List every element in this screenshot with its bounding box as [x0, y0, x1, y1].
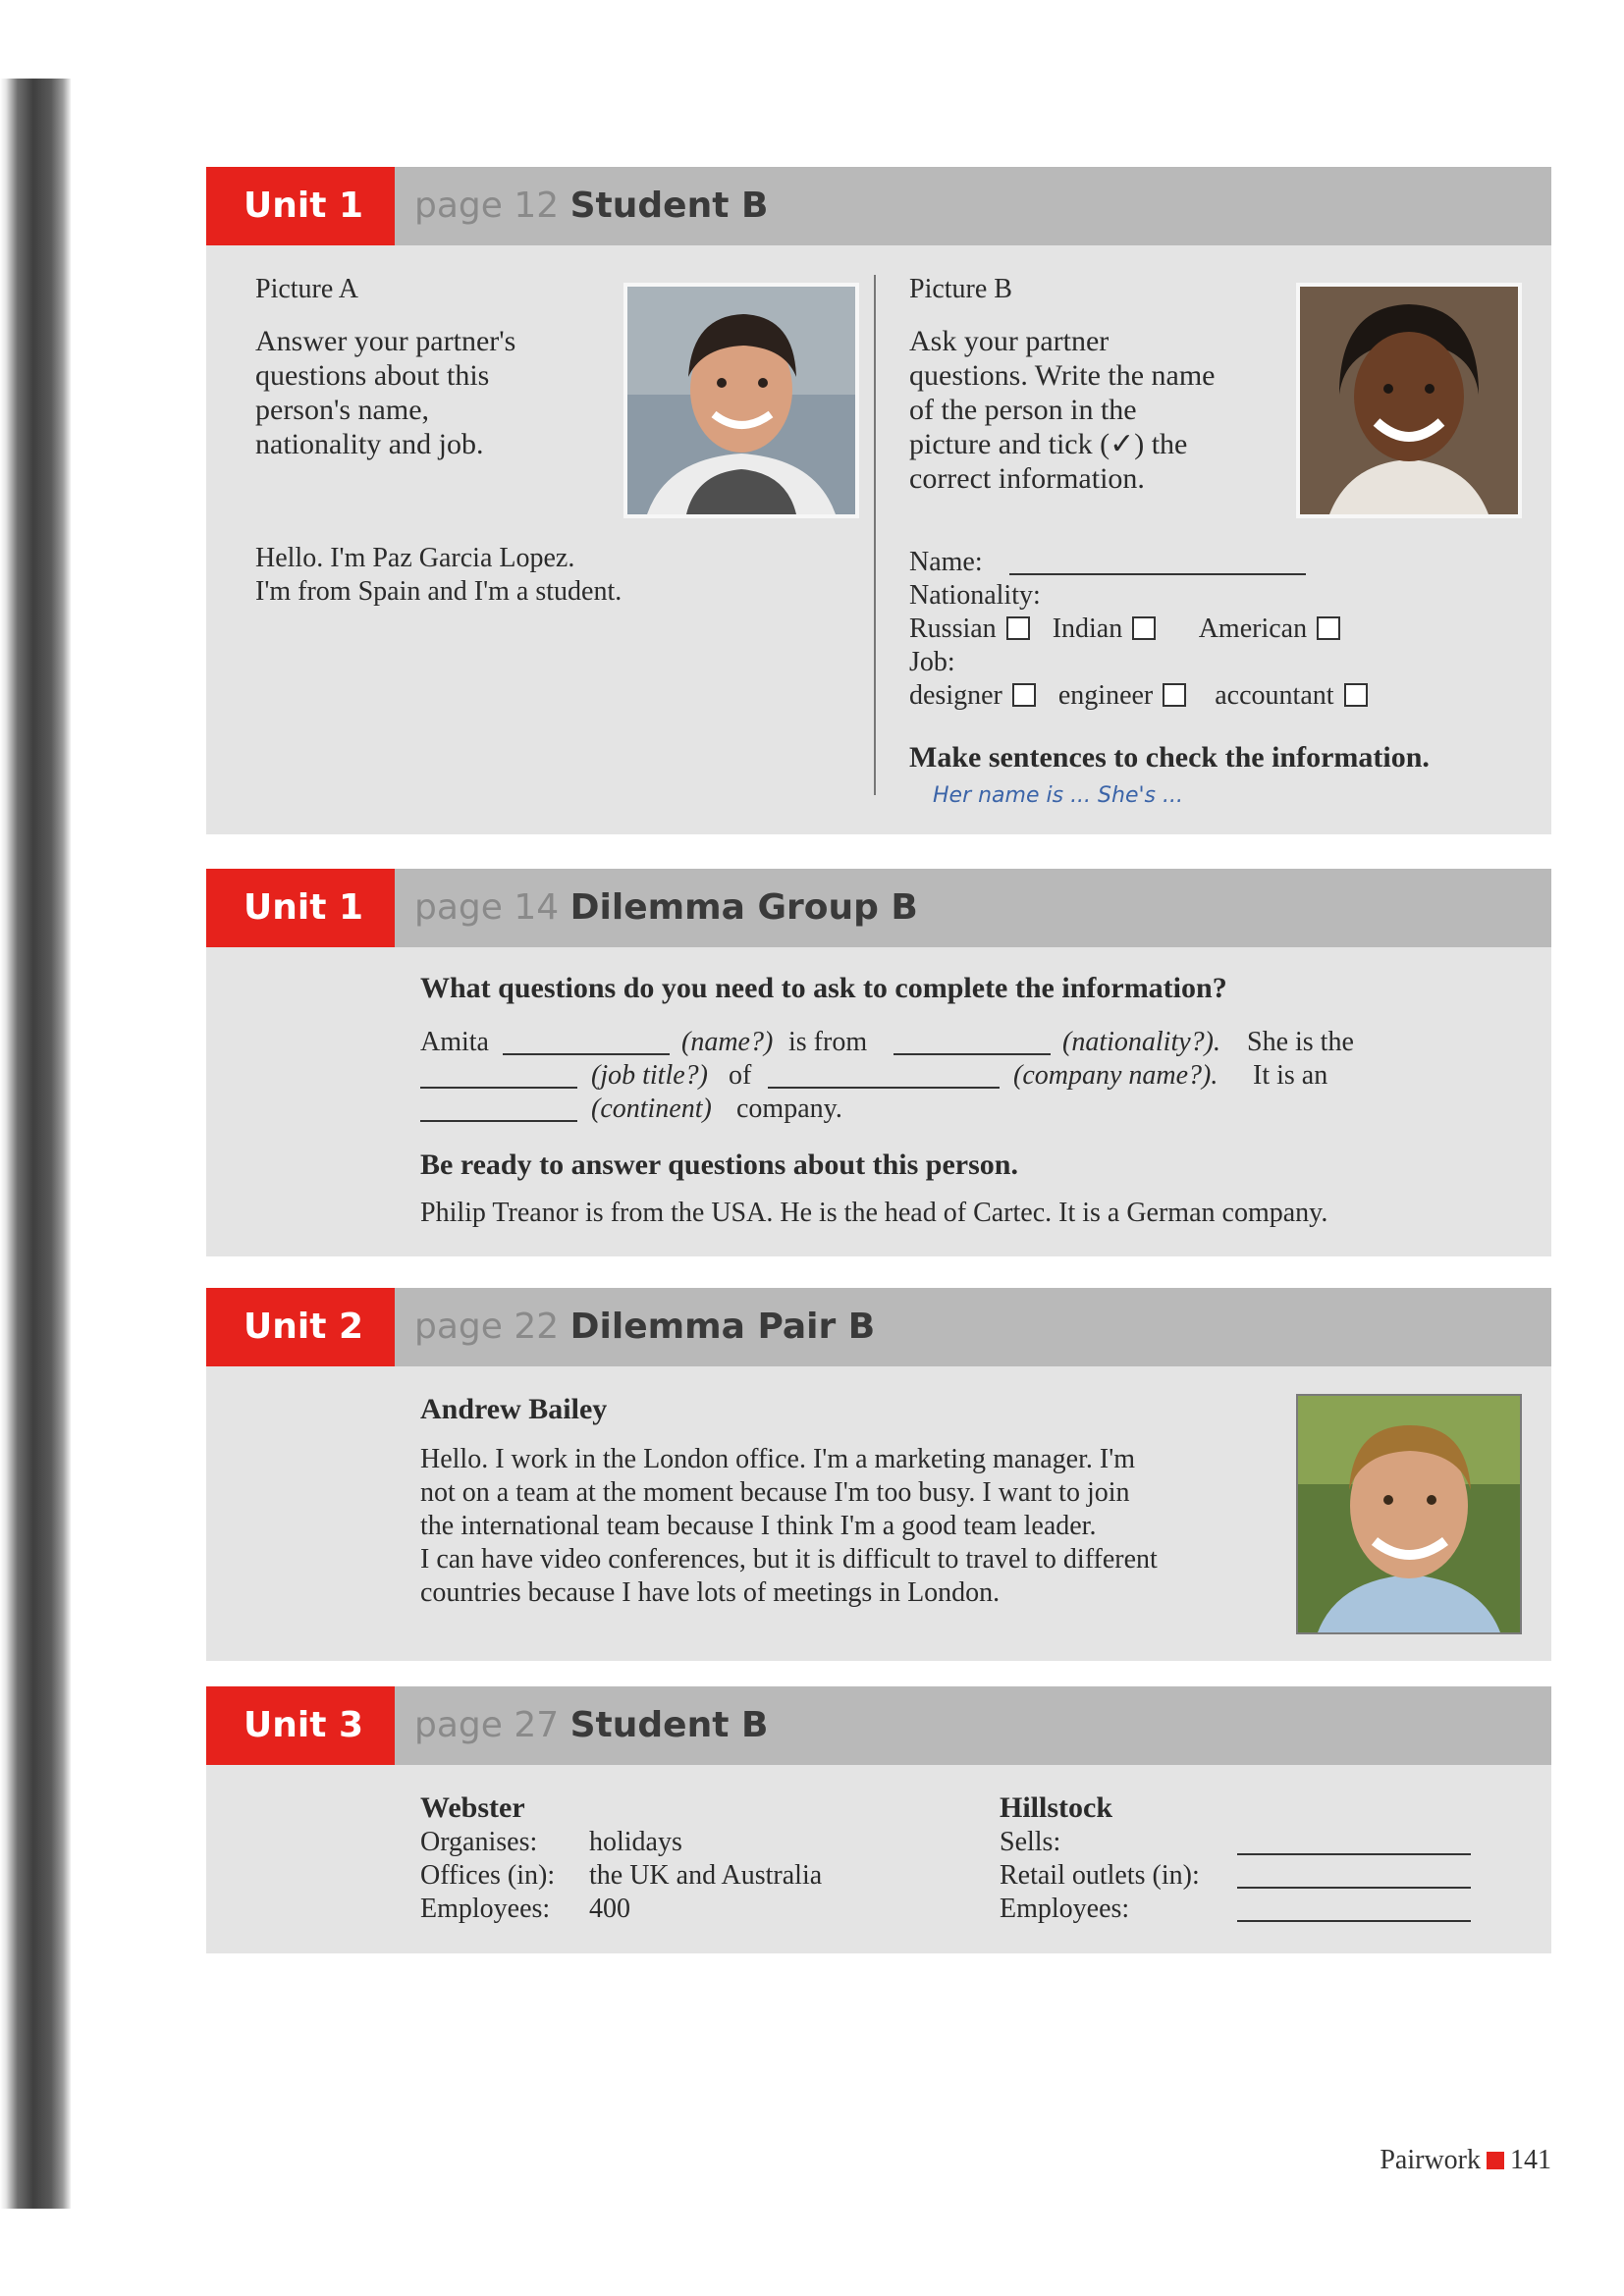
- section-title: [414, 1686, 768, 1765]
- picture-b-instruction-line: questions. Write the name: [909, 359, 1216, 392]
- section-unit2-dilemma-pair-b: [206, 1288, 1551, 1661]
- photo-andrew-bailey-illustration: [1298, 1396, 1520, 1632]
- picture-b-instruction-line: picture and tick (✓) the: [909, 428, 1188, 460]
- word-of: of: [729, 1060, 752, 1091]
- picture-a-instruction-line: person's name,: [255, 394, 430, 426]
- footer-red-square: [1487, 2152, 1504, 2169]
- name-answer-line[interactable]: [1009, 573, 1306, 575]
- hillstock-label: Employees:: [1000, 1894, 1130, 1924]
- picture-a-heading: Picture A: [255, 274, 358, 304]
- option-engineer: engineer: [1057, 680, 1154, 711]
- option-designer: designer: [909, 680, 1002, 711]
- checkbox-indian[interactable]: [1132, 616, 1156, 640]
- paz-speech-line: I'm from Spain and I'm a student.: [255, 576, 623, 607]
- picture-b-instruction-line: correct information.: [909, 462, 1145, 495]
- option-accountant: accountant: [1215, 680, 1334, 711]
- section-title: [414, 869, 918, 947]
- option-american: American: [1198, 614, 1308, 644]
- job-label: Job:: [909, 647, 955, 677]
- andrew-text-line: countries because I have lots of meetings in London.: [420, 1577, 1001, 1608]
- page-reference: page 12: [414, 186, 560, 226]
- photo-young-man-illustration: [627, 287, 855, 514]
- section-header: [206, 1686, 1551, 1765]
- section-heading: Student B: [569, 186, 769, 226]
- paz-speech-line: Hello. I'm Paz Garcia Lopez.: [255, 543, 575, 573]
- hint-job-title: (job title?): [591, 1060, 708, 1091]
- webster-label: Employees:: [420, 1894, 551, 1924]
- blank-continent[interactable]: [420, 1120, 577, 1122]
- photo-smiling-woman: [1296, 283, 1522, 518]
- hillstock-sells-blank[interactable]: [1237, 1853, 1471, 1855]
- page-reference: page 22: [414, 1307, 560, 1347]
- picture-b-instruction-line: Ask your partner: [909, 325, 1110, 357]
- andrew-text-line: the international team because I think I'm a good team leader.: [420, 1511, 1097, 1541]
- andrew-text-line: I can have video conferences, but it is difficult to travel to different: [420, 1544, 1158, 1575]
- page-reference: page 14: [414, 887, 560, 928]
- photo-young-man: [623, 283, 859, 518]
- hint-nationality: (nationality?).: [1062, 1027, 1220, 1057]
- checkbox-accountant[interactable]: [1344, 683, 1368, 707]
- webster-value: holidays: [589, 1827, 682, 1857]
- word-company: company.: [736, 1094, 842, 1124]
- andrew-text-line: not on a team at the moment because I'm too busy. I want to join: [420, 1477, 1130, 1508]
- unit-tab: Unit 2: [206, 1288, 395, 1366]
- hint-continent: (continent): [591, 1094, 712, 1124]
- hillstock-employees-blank[interactable]: [1237, 1920, 1471, 1922]
- section-unit1-dilemma-group-b: [206, 869, 1551, 1256]
- page-footer: [1380, 2145, 1551, 2176]
- unit-tab: Unit 1: [206, 869, 395, 947]
- blank-nationality[interactable]: [893, 1053, 1051, 1055]
- word-it-is-an: It is an: [1253, 1060, 1328, 1091]
- footer-section-name: Pairwork: [1380, 2145, 1481, 2175]
- word-is-from: is from: [788, 1027, 868, 1057]
- checkbox-russian[interactable]: [1006, 616, 1030, 640]
- name-label: Name:: [909, 547, 983, 577]
- picture-b-heading: Picture B: [909, 274, 1012, 304]
- webster-heading: Webster: [420, 1791, 525, 1824]
- checkbox-engineer[interactable]: [1163, 683, 1186, 707]
- blank-company-name[interactable]: [768, 1087, 1000, 1089]
- book-spine-shadow: [0, 79, 71, 2209]
- make-sentences-instruction: Make sentences to check the information.: [909, 741, 1430, 774]
- be-ready-instruction: Be ready to answer questions about this person.: [420, 1148, 1018, 1181]
- hillstock-heading: Hillstock: [1000, 1791, 1113, 1824]
- section-heading: Dilemma Pair B: [569, 1307, 876, 1347]
- blank-job-title[interactable]: [420, 1087, 577, 1089]
- nationality-options: [909, 613, 1356, 646]
- unit-tab: Unit 3: [206, 1686, 395, 1765]
- questions-instruction: What questions do you need to ask to complete the information?: [420, 972, 1227, 1004]
- hillstock-outlets-blank[interactable]: [1237, 1887, 1471, 1889]
- section-heading: Dilemma Group B: [569, 887, 918, 928]
- section-header: [206, 167, 1551, 245]
- hint-name: (name?): [681, 1027, 774, 1057]
- section-title: [414, 167, 768, 245]
- section-header: [206, 1288, 1551, 1366]
- webster-label: Organises:: [420, 1827, 538, 1857]
- option-russian: Russian: [909, 614, 997, 644]
- example-sentence: Her name is ... She's ...: [933, 783, 1183, 808]
- word-amita: Amita: [420, 1027, 489, 1057]
- picture-b-instruction-line: of the person in the: [909, 394, 1137, 426]
- andrew-name: Andrew Bailey: [420, 1393, 608, 1425]
- philip-description: Philip Treanor is from the USA. He is the head of Cartec. It is a German company.: [420, 1198, 1328, 1228]
- picture-a-instruction-line: nationality and job.: [255, 428, 484, 460]
- hint-company-name: (company name?).: [1013, 1060, 1218, 1091]
- section-title: [414, 1288, 875, 1366]
- nationality-label: Nationality:: [909, 580, 1041, 611]
- option-indian: Indian: [1052, 614, 1123, 644]
- hillstock-label: Retail outlets (in):: [1000, 1860, 1200, 1891]
- job-options: [909, 679, 1383, 713]
- checkbox-designer[interactable]: [1012, 683, 1036, 707]
- picture-a-instruction-line: questions about this: [255, 359, 490, 392]
- section-heading: Student B: [569, 1705, 769, 1745]
- webster-value: 400: [589, 1894, 630, 1924]
- photo-andrew-bailey: [1296, 1394, 1522, 1634]
- column-divider: [874, 275, 876, 795]
- webster-label: Offices (in):: [420, 1860, 556, 1891]
- page-number: 141: [1510, 2145, 1551, 2175]
- hillstock-label: Sells:: [1000, 1827, 1061, 1857]
- section-header: [206, 869, 1551, 947]
- page-reference: page 27: [414, 1705, 560, 1745]
- checkbox-american[interactable]: [1317, 616, 1340, 640]
- webster-value: the UK and Australia: [589, 1860, 823, 1891]
- unit-tab: Unit 1: [206, 167, 395, 245]
- photo-smiling-woman-illustration: [1300, 287, 1518, 514]
- andrew-text-line: Hello. I work in the London office. I'm a marketing manager. I'm: [420, 1444, 1136, 1474]
- section-unit3-student-b: [206, 1686, 1551, 1953]
- blank-name[interactable]: [503, 1053, 670, 1055]
- section-unit1-student-b: [206, 167, 1551, 834]
- word-she-is-the: She is the: [1247, 1027, 1354, 1057]
- picture-a-instruction-line: Answer your partner's: [255, 325, 516, 357]
